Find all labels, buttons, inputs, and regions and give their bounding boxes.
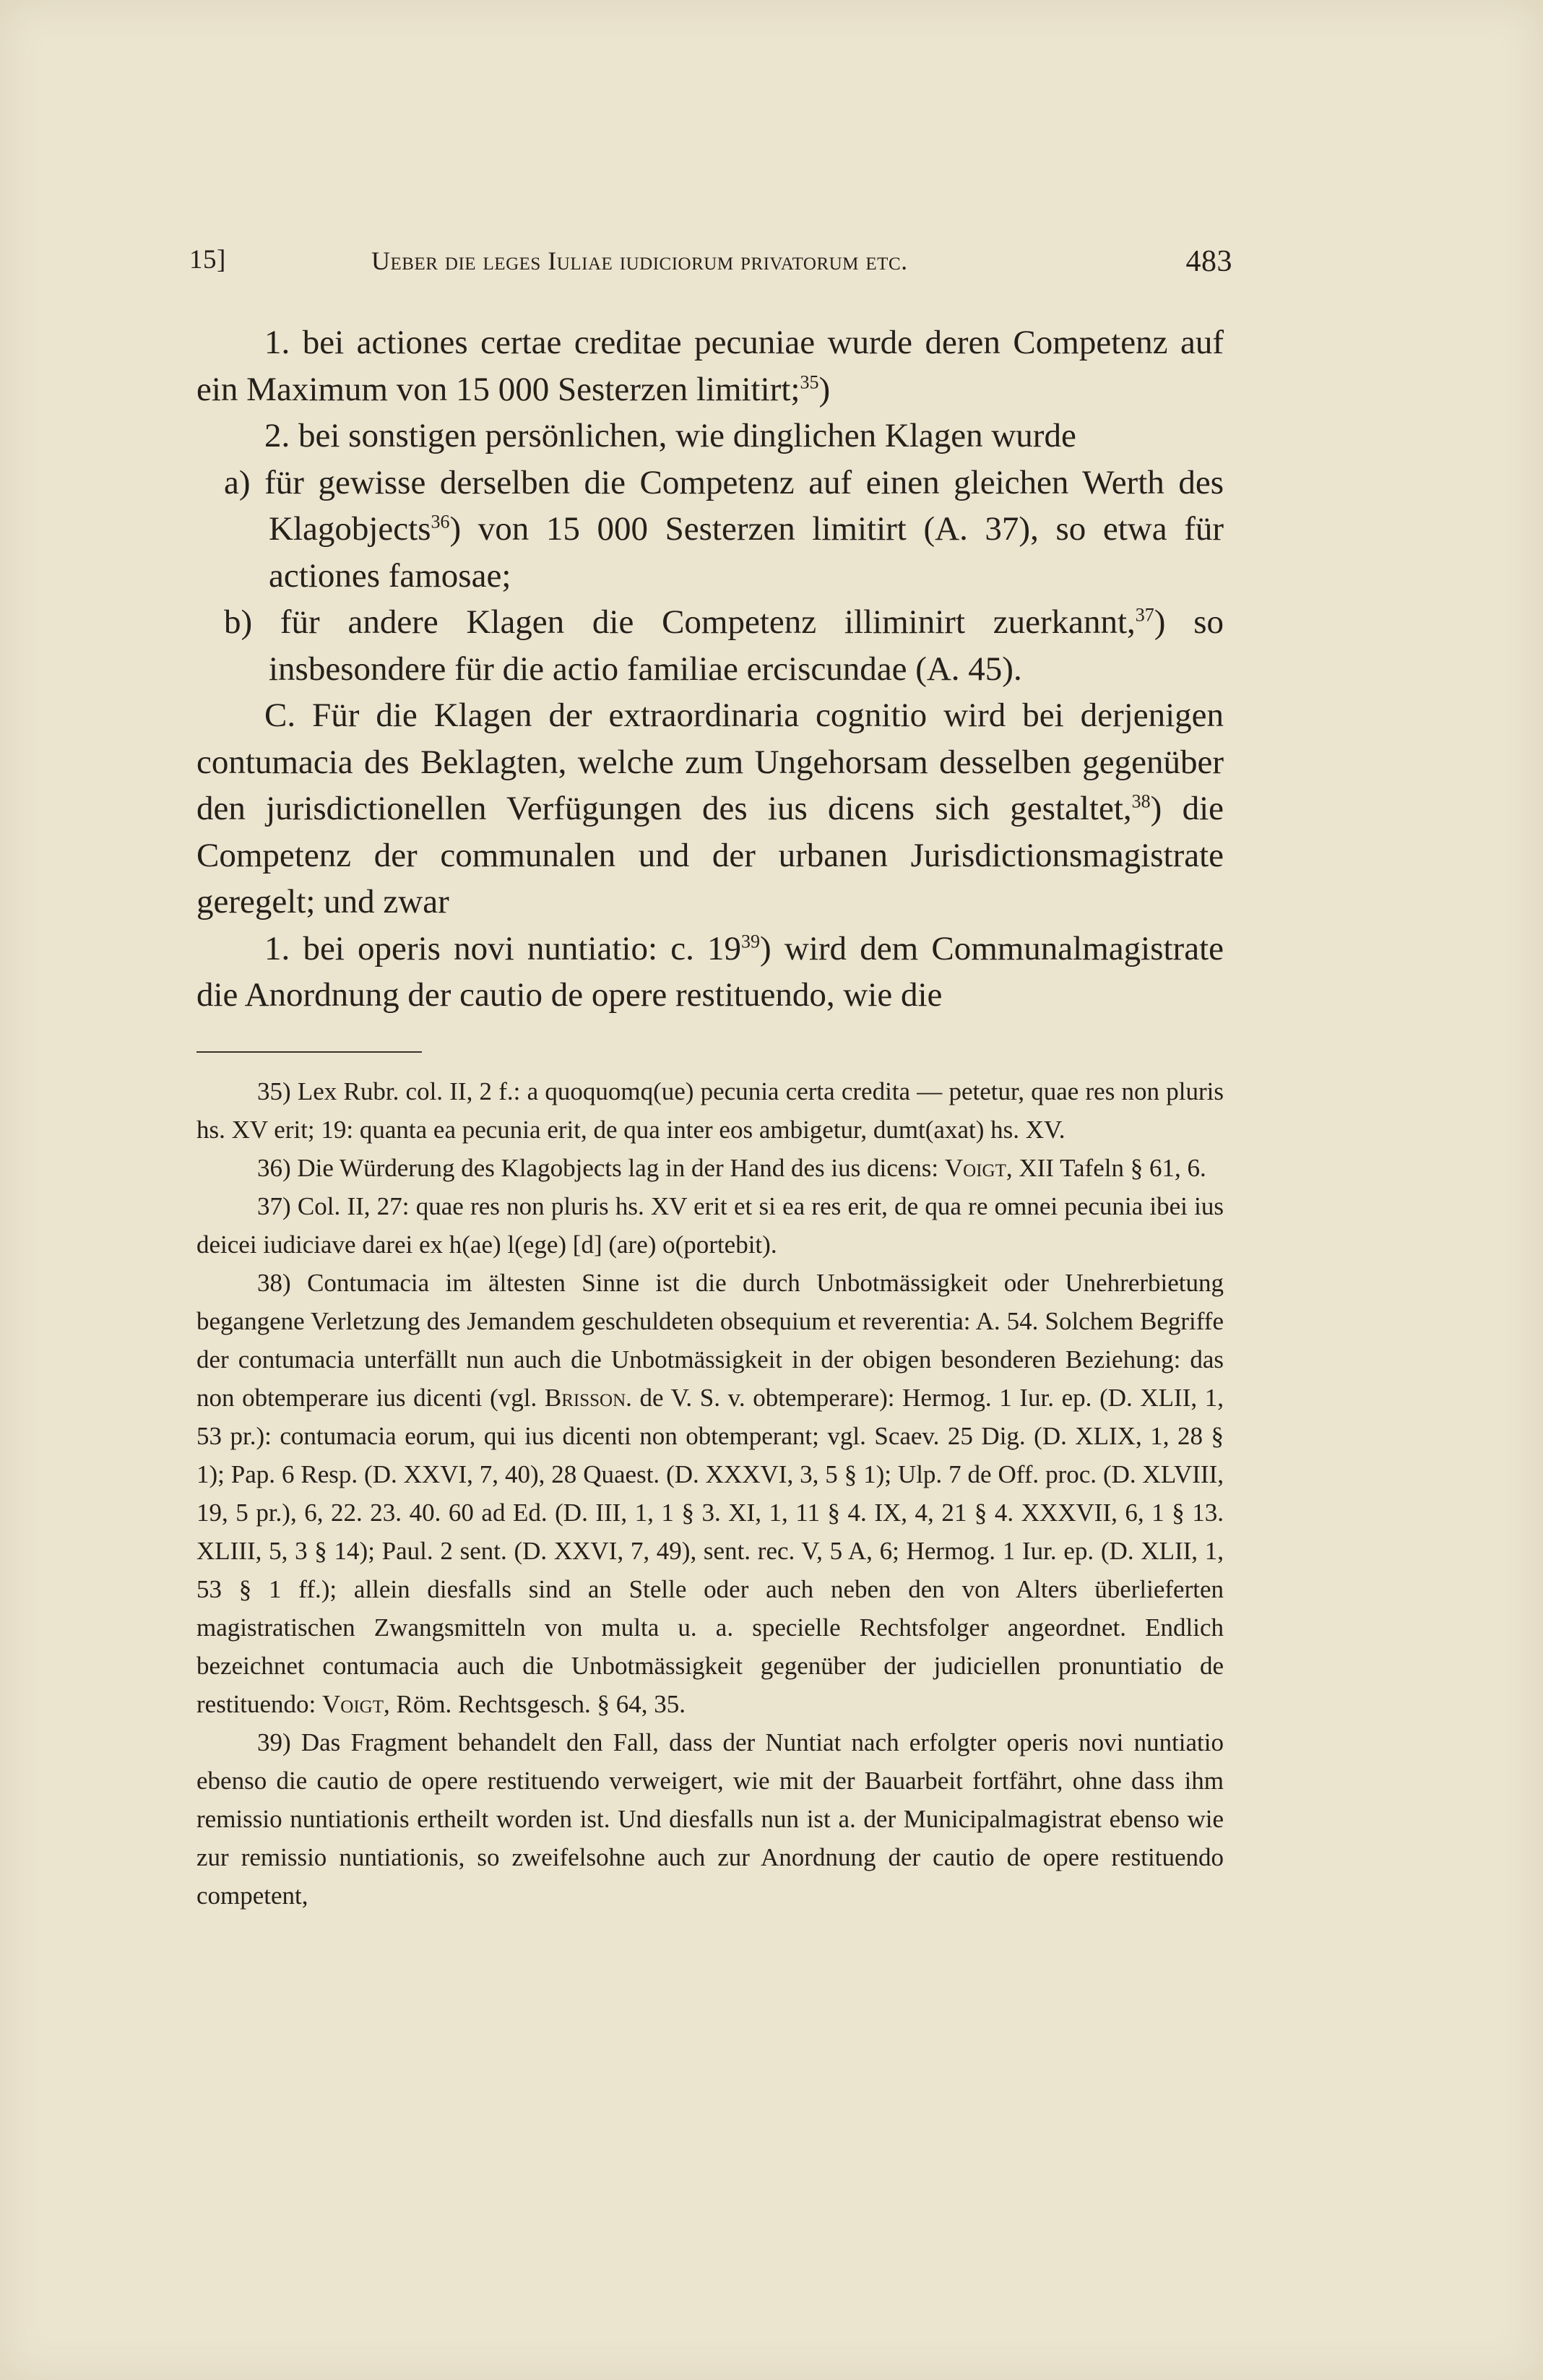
page-number: 483 xyxy=(1185,245,1232,278)
paragraph-1: 1. bei actiones certae creditae pecuniae wurde deren Competenz auf ein Maximum von 15 000 Sesterzen limitirt;$^{35}$) xyxy=(196,324,1224,408)
main-text xyxy=(196,319,1224,1019)
footnote-35: 35) Lex Rubr. col. II, 2 f.: a quoquomq(ue) pecunia certa credita — petetur, quae res non pluris hs. XV erit; 19: quanta ea pecunia erit, de qua inter eos ambigetur, dumt(axat) hs. XV. xyxy=(196,1077,1224,1144)
footnote-39: 39) Das Fragment behandelt den Fall, dass der Nuntiat nach erfolgter operis novi nuntiatio ebenso die cautio de opere restituendo verweigert, wie mit der Bauarbeit fortfährt, ohne dass ihm remissio nuntiationis ertheilt worden ist. Und diesfalls nun ist a. der Municipalmagistrat ebenso wie zur remissio nuntiationis, so zweifelsohne auch zur Anordnung der cautio de opere restituendo competent, xyxy=(196,1728,1224,1910)
paragraph-d: 1. bei operis novi nuntiatio: c. $19^{39}$) wird dem Communalmagistrate die Anordnung der cautio de opere restituendo, wie die xyxy=(196,929,1224,1014)
paragraph-b: b) für andere Klagen die Competenz illiminirt zuerkannt,$^{37}$) so insbesondere für die actio familiae erciscundae (A. 45). xyxy=(224,603,1224,688)
paragraph-2: 2. bei sonstigen persönlichen, wie dinglichen Klagen wurde xyxy=(264,417,1076,454)
running-title: Ueber die leges Iuliae iudiciorum privatorum etc. xyxy=(371,246,908,275)
footnote-divider xyxy=(196,1051,422,1053)
paragraph-c: C. Für die Klagen der extraordinaria cognitio wird bei derjenigen contumacia des Beklagten, welche zum Ungehorsam desselben gegenüber den jurisdictionellen Verfügungen des ius dicens sich gestaltet,$^{38}$) die Competenz der communalen und der urbanen Jurisdictionsmagistrate geregelt; und zwar xyxy=(196,697,1224,920)
footnote-36: 36) Die Würderung des Klagobjects lag in der Hand des ius dicens: Voigt, XII Tafeln § 61, 6. xyxy=(257,1154,1206,1182)
paragraph-a: a) für gewisse derselben die Competenz auf einen gleichen Werth des Klagobjects$^{36}$) von 15 000 Sesterzen limitirt (A. 37), so etwa für actiones famosae; xyxy=(224,463,1224,595)
footnotes xyxy=(196,1072,1224,1915)
footnote-38: 38) Contumacia im ältesten Sinne ist die durch Unbotmässigkeit oder Unehrerbietung begangene Verletzung des Jemandem geschuldeten obsequium et reverentia: A. 54. Solchem Begriffe der contumacia unterfällt nun auch die Unbotmässigkeit in der obigen besonderen Beziehung: das non obtemperare ius dicenti (vgl. Brisson. de V. S. v. obtemperare): Hermog. 1 Iur. ep. (D. XLII, 1, 53 pr.): contumacia eorum, qui ius dicenti non obtemperant; vgl. Scaev. 25 Dig. (D. XLIX, 1, 28 § 1); Pap. 6 Resp. (D. XXVI, 7, 40), 28 Quaest. (D. XXXVI, 3, 5 § 1); Ulp. 7 de Off. proc. (D. XLVIII, 19, 5 pr.), 6, 22. 23. 40. 60 ad Ed. (D. III, 1, 1 § 3. XI, 1, 11 § 4. IX, 4, 21 § 4. XXXVII, 6, 1 § 13. XLIII, 5, 3 § 14); Paul. 2 sent. (D. XXVI, 7, 49), sent. rec. V, 5 A, 6; Hermog. 1 Iur. ep. (D. XLII, 1, 53 § 1 ff.); allein diesfalls sind an Stelle oder auch neben den von Alters überlieferten magistratischen Zwangsmitteln von multa u. a. specielle Rechtsfolger angeordnet. Endlich bezeichnet contumacia auch die Unbotmässigkeit gegenüber der judiciellen pronuntiatio de restituendo: Voigt, Röm. Rechtsgesch. § 64, 35. xyxy=(196,1269,1224,1718)
page-label: 15] xyxy=(189,245,226,275)
footnote-37: 37) Col. II, 27: quae res non pluris hs. XV erit et si ea res erit, de qua re omnei pecunia ibei ius deicei iudiciave darei ex h(ae) l(ege) [d] (are) o(portebit). xyxy=(196,1192,1224,1259)
